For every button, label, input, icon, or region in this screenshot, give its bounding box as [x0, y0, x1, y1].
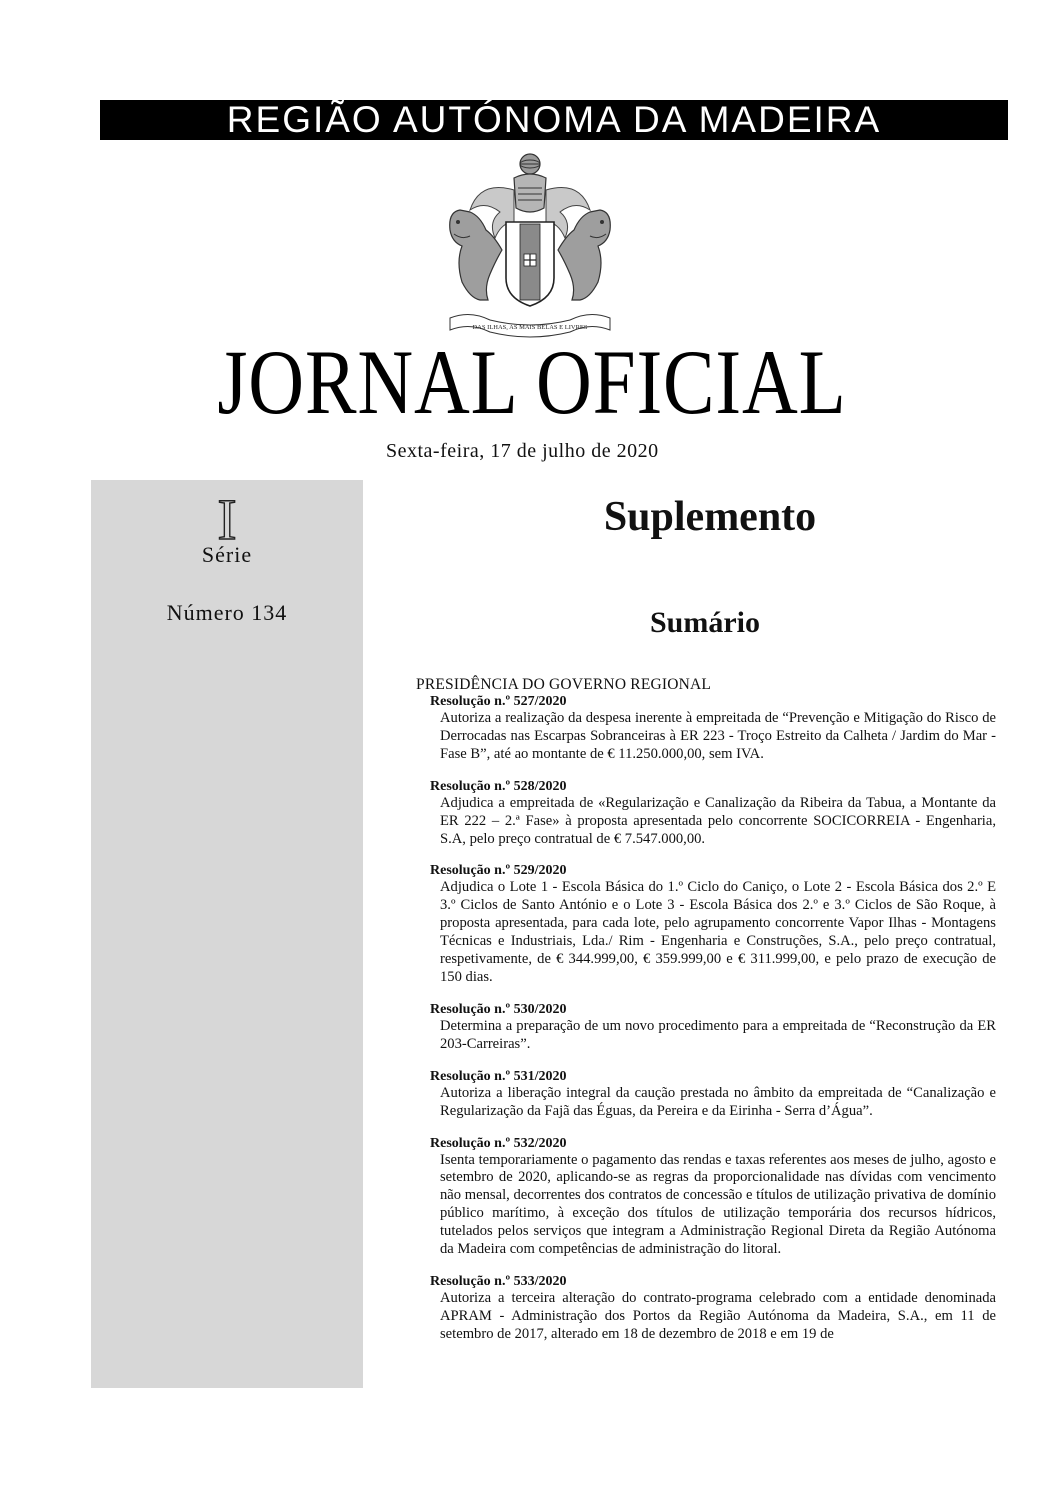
crest-motto: DAS ILHAS, AS MAIS BELAS E LIVRES [472, 324, 588, 331]
resolution-summary: Determina a preparação de um novo procedimento para a empreitada de “Reconstrução da ER 203-Carreiras”. [440, 1017, 996, 1052]
serie-label: Série [201, 542, 253, 567]
coat-of-arms-icon [440, 150, 620, 340]
sidebar-panel [91, 480, 363, 1388]
summary-heading: Sumário [649, 606, 760, 639]
resolution-entry [416, 1068, 996, 1121]
resolution-entry [416, 778, 996, 849]
publication-date: Sexta-feira, 17 de julho de 2020 [386, 440, 659, 462]
resolution-summary: Autoriza a realização da despesa inerente à empreitada de “Prevenção e Mitigação do Risco de Derrocadas nas Escarpas Sobranceiras à ER 223 - Troço Estreito da Calheta / Jardim do Mar - Fase B”, até ao montante de € 11.250.000,00, sem IVA. [440, 710, 996, 762]
issue-number: Número 134 [166, 600, 288, 625]
resolution-title: Resolução n.º 531/2020 [430, 1068, 567, 1084]
resolution-list [416, 693, 996, 1358]
resolution-title: Resolução n.º 528/2020 [430, 778, 567, 794]
resolution-entry [416, 1273, 996, 1344]
resolution-title: Resolução n.º 527/2020 [430, 694, 567, 709]
resolution-title: Resolução n.º 533/2020 [430, 1273, 567, 1289]
resolution-summary: Adjudica o Lote 1 - Escola Básica do 1.º Ciclo do Caniço, o Lote 2 - Escola Básica dos 2.º E 3.º Ciclos de Santo António e o Lote 3 - Escola Básica dos 2.º e 3.º Ciclos de São Roque, à proposta apresentada, para cada lote, pelo agrupamento concorrente Vapor Ilhas - Montagens Técnicas e Industriais, Lda./ Rim - Engenharia e Construções, S.A., pelo preço contratual, respetivamente, de € 344.999,00, € 359.999,00 e € 311.999,00, e pelo prazo de execução de 150 dias. [440, 879, 996, 985]
resolution-summary: Autoriza a liberação integral da caução prestada no âmbito da empreitada de “Canalização e Regularização da Fajã das Éguas, da Pereira e da Eirinha - Serra d’Água”. [440, 1084, 996, 1119]
resolution-entry [416, 1001, 996, 1054]
resolution-summary: Autoriza a terceira alteração do contrato-programa celebrado com a entidade denominada APRAM - Administração dos Portos da Região Autónoma da Madeira, S.A., em 11 de setembro de 2017, alterado em 18 de dezembro de 2018 e em 19 de [440, 1289, 996, 1342]
resolution-entry [416, 693, 996, 764]
serie-numeral: I [217, 487, 237, 552]
region-banner: REGIÃO AUTÓNOMA DA MADEIRA [100, 100, 1008, 140]
resolution-summary: Isenta temporariamente o pagamento das rendas e taxas referentes aos meses de julho, agosto e setembro de 2020, aplicando-se as regras da proporcionalidade nas dívidas com vencimento não mensal, decorrentes dos contratos de concessão e títulos de utilização privativa de domínio público marítimo, à exceção dos títulos de utilização temporária dos recursos hídricos, tutelados pelos serviços que integram a Administração Regional Direta da Região Autónoma da Madeira com competências de administração do litoral. [440, 1151, 996, 1258]
section-heading: PRESIDÊNCIA DO GOVERNO REGIONAL [416, 676, 712, 693]
resolution-summary: Adjudica a empreitada de «Regularização e Canalização da Ribeira da Tabua, a Montante da ER 222 – 2.ª Fase» à proposta apresentada pelo concorrente SOCICORREIA - Engenharia, S.A, pelo preço contratual de € 7.547.000,00. [440, 794, 996, 847]
resolution-title: Resolução n.º 530/2020 [430, 1001, 567, 1017]
resolution-entry [416, 862, 996, 986]
resolution-title: Resolução n.º 532/2020 [430, 1135, 567, 1151]
supplement-heading: Suplemento [603, 494, 817, 540]
resolution-entry [416, 1135, 996, 1259]
resolution-title: Resolução n.º 529/2020 [430, 863, 567, 879]
journal-title: JORNAL OFICIAL [217, 331, 847, 433]
